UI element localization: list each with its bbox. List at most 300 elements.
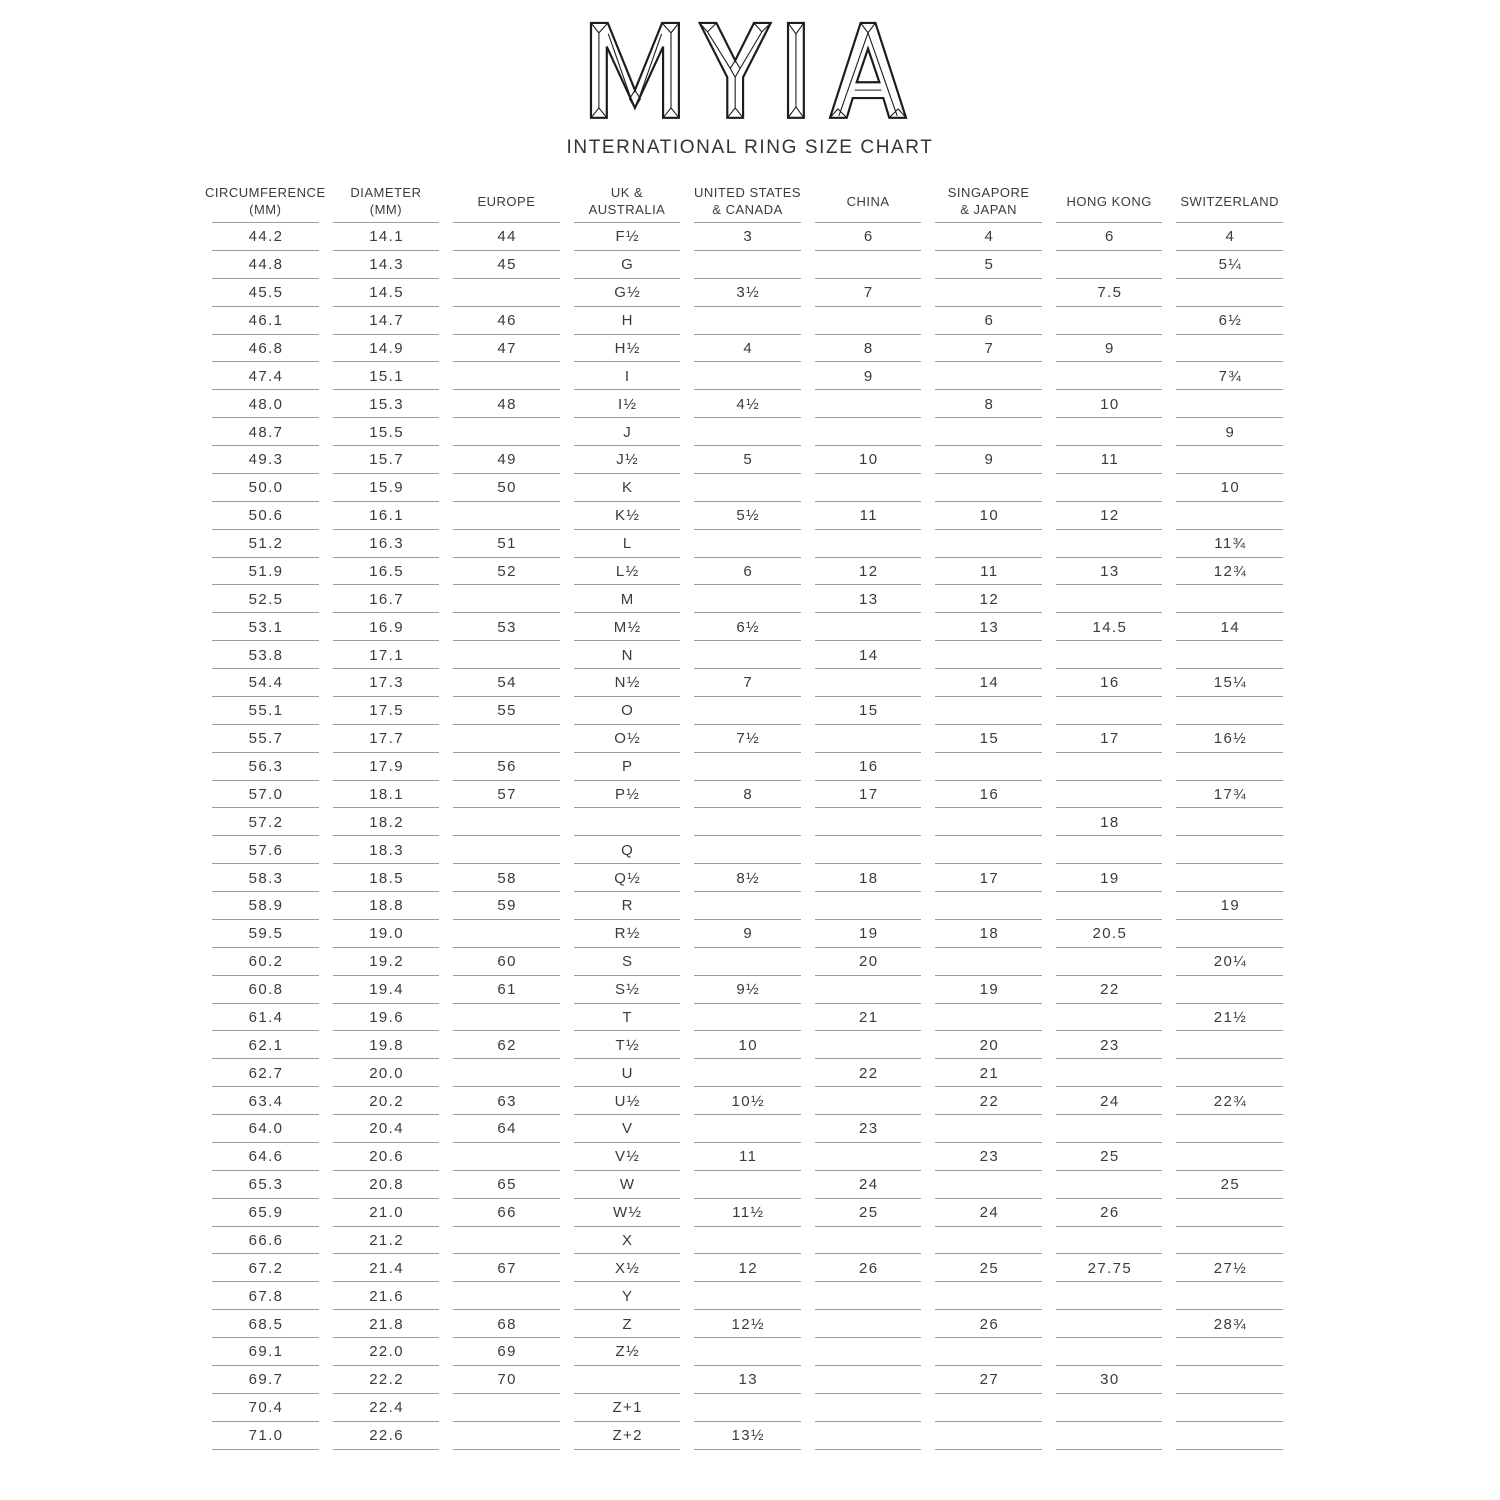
cell-hong_kong <box>1049 585 1170 613</box>
cell-europe <box>446 1227 567 1255</box>
cell-us_canada: 12 <box>687 1254 808 1282</box>
cell-diameter_mm: 19.6 <box>326 1004 447 1032</box>
cell-uk_australia: X <box>567 1227 688 1255</box>
cell-europe: 59 <box>446 892 567 920</box>
cell-hong_kong: 27.75 <box>1049 1254 1170 1282</box>
cell-us_canada: 9½ <box>687 976 808 1004</box>
logo-letter-y <box>700 23 771 118</box>
cell-europe <box>446 362 567 390</box>
cell-uk_australia: L <box>567 530 688 558</box>
cell-uk_australia: Z <box>567 1310 688 1338</box>
cell-switzerland: 22¾ <box>1169 1087 1290 1115</box>
cell-diameter_mm: 20.2 <box>326 1087 447 1115</box>
cell-diameter_mm: 14.7 <box>326 307 447 335</box>
column-header-line: & JAPAN <box>960 202 1017 217</box>
cell-hong_kong: 20.5 <box>1049 920 1170 948</box>
cell-circumference_mm: 70.4 <box>205 1394 326 1422</box>
cell-diameter_mm: 15.3 <box>326 390 447 418</box>
cell-hong_kong: 13 <box>1049 558 1170 586</box>
column-header-line: DIAMETER <box>350 185 422 201</box>
cell-uk_australia: F½ <box>567 223 688 251</box>
cell-circumference_mm: 57.6 <box>205 836 326 864</box>
cell-hong_kong: 6 <box>1049 223 1170 251</box>
cell-switzerland <box>1169 1422 1290 1450</box>
cell-china <box>808 1031 929 1059</box>
cell-europe: 57 <box>446 781 567 809</box>
cell-uk_australia: U <box>567 1059 688 1087</box>
cell-switzerland <box>1169 641 1290 669</box>
cell-europe <box>446 836 567 864</box>
cell-europe <box>446 1059 567 1087</box>
cell-switzerland <box>1169 1115 1290 1143</box>
cell-singapore_japan <box>928 530 1049 558</box>
cell-europe <box>446 808 567 836</box>
cell-us_canada <box>687 836 808 864</box>
cell-us_canada: 5½ <box>687 502 808 530</box>
cell-china: 17 <box>808 781 929 809</box>
cell-us_canada <box>687 362 808 390</box>
cell-uk_australia: S <box>567 948 688 976</box>
cell-europe: 53 <box>446 613 567 641</box>
cell-switzerland <box>1169 1227 1290 1255</box>
cell-diameter_mm: 21.4 <box>326 1254 447 1282</box>
cell-uk_australia: R½ <box>567 920 688 948</box>
cell-switzerland <box>1169 808 1290 836</box>
cell-hong_kong <box>1049 1004 1170 1032</box>
cell-hong_kong <box>1049 697 1170 725</box>
cell-us_canada: 11 <box>687 1143 808 1171</box>
cell-circumference_mm: 49.3 <box>205 446 326 474</box>
cell-europe: 60 <box>446 948 567 976</box>
cell-hong_kong <box>1049 892 1170 920</box>
cell-singapore_japan: 25 <box>928 1254 1049 1282</box>
cell-us_canada <box>687 1338 808 1366</box>
cell-diameter_mm: 15.9 <box>326 474 447 502</box>
cell-diameter_mm: 15.5 <box>326 418 447 446</box>
cell-us_canada <box>687 530 808 558</box>
cell-hong_kong <box>1049 948 1170 976</box>
cell-europe <box>446 585 567 613</box>
cell-uk_australia: Z½ <box>567 1338 688 1366</box>
cell-us_canada: 8½ <box>687 864 808 892</box>
cell-switzerland: 17¾ <box>1169 781 1290 809</box>
cell-hong_kong: 17 <box>1049 725 1170 753</box>
column-header-china <box>808 181 929 223</box>
cell-hong_kong <box>1049 1422 1170 1450</box>
cell-us_canada: 11½ <box>687 1199 808 1227</box>
cell-singapore_japan <box>928 1227 1049 1255</box>
cell-uk_australia: L½ <box>567 558 688 586</box>
cell-diameter_mm: 14.3 <box>326 251 447 279</box>
cell-china <box>808 530 929 558</box>
cell-europe: 52 <box>446 558 567 586</box>
cell-singapore_japan <box>928 279 1049 307</box>
cell-singapore_japan <box>928 1171 1049 1199</box>
column-header-hong_kong <box>1049 181 1170 223</box>
cell-europe: 46 <box>446 307 567 335</box>
cell-us_canada <box>687 1115 808 1143</box>
cell-diameter_mm: 22.4 <box>326 1394 447 1422</box>
cell-china: 21 <box>808 1004 929 1032</box>
column-header-europe <box>446 181 567 223</box>
cell-china <box>808 418 929 446</box>
cell-hong_kong: 9 <box>1049 335 1170 363</box>
cell-singapore_japan <box>928 1115 1049 1143</box>
cell-europe: 45 <box>446 251 567 279</box>
column-header-diameter_mm <box>326 181 447 223</box>
cell-us_canada <box>687 1004 808 1032</box>
cell-us_canada: 13 <box>687 1366 808 1394</box>
cell-diameter_mm: 16.5 <box>326 558 447 586</box>
cell-switzerland: 20¼ <box>1169 948 1290 976</box>
cell-switzerland <box>1169 753 1290 781</box>
cell-circumference_mm: 48.0 <box>205 390 326 418</box>
cell-circumference_mm: 44.2 <box>205 223 326 251</box>
cell-circumference_mm: 47.4 <box>205 362 326 390</box>
column-header-line: CHINA <box>846 193 890 209</box>
cell-hong_kong: 18 <box>1049 808 1170 836</box>
cell-europe <box>446 279 567 307</box>
column-header-line: UNITED STATES <box>693 185 802 201</box>
cell-uk_australia: S½ <box>567 976 688 1004</box>
cell-uk_australia: V <box>567 1115 688 1143</box>
cell-uk_australia: R <box>567 892 688 920</box>
cell-hong_kong: 10 <box>1049 390 1170 418</box>
cell-us_canada <box>687 641 808 669</box>
cell-circumference_mm: 48.7 <box>205 418 326 446</box>
cell-hong_kong <box>1049 1227 1170 1255</box>
cell-us_canada <box>687 1171 808 1199</box>
cell-diameter_mm: 14.5 <box>326 279 447 307</box>
myia-logo-svg <box>589 21 911 120</box>
cell-europe <box>446 418 567 446</box>
cell-uk_australia: Q½ <box>567 864 688 892</box>
cell-us_canada: 3½ <box>687 279 808 307</box>
cell-singapore_japan: 15 <box>928 725 1049 753</box>
cell-china <box>808 251 929 279</box>
cell-singapore_japan: 13 <box>928 613 1049 641</box>
cell-china: 19 <box>808 920 929 948</box>
cell-uk_australia: H <box>567 307 688 335</box>
cell-us_canada: 7 <box>687 669 808 697</box>
cell-china: 12 <box>808 558 929 586</box>
cell-uk_australia <box>567 808 688 836</box>
cell-us_canada <box>687 251 808 279</box>
cell-europe: 55 <box>446 697 567 725</box>
cell-diameter_mm: 18.8 <box>326 892 447 920</box>
cell-hong_kong: 24 <box>1049 1087 1170 1115</box>
cell-singapore_japan: 19 <box>928 976 1049 1004</box>
cell-circumference_mm: 60.8 <box>205 976 326 1004</box>
cell-singapore_japan: 17 <box>928 864 1049 892</box>
cell-us_canada <box>687 1282 808 1310</box>
cell-circumference_mm: 65.3 <box>205 1171 326 1199</box>
cell-china <box>808 307 929 335</box>
cell-us_canada: 6½ <box>687 613 808 641</box>
cell-uk_australia: U½ <box>567 1087 688 1115</box>
cell-hong_kong: 30 <box>1049 1366 1170 1394</box>
cell-us_canada: 4½ <box>687 390 808 418</box>
cell-china <box>808 1310 929 1338</box>
cell-uk_australia: T½ <box>567 1031 688 1059</box>
cell-china <box>808 836 929 864</box>
column-header-line: HONG KONG <box>1066 193 1152 209</box>
cell-europe <box>446 725 567 753</box>
cell-diameter_mm: 20.0 <box>326 1059 447 1087</box>
cell-uk_australia: H½ <box>567 335 688 363</box>
cell-diameter_mm: 22.2 <box>326 1366 447 1394</box>
cell-singapore_japan <box>928 892 1049 920</box>
cell-singapore_japan: 6 <box>928 307 1049 335</box>
cell-hong_kong <box>1049 1338 1170 1366</box>
cell-us_canada <box>687 892 808 920</box>
cell-singapore_japan: 16 <box>928 781 1049 809</box>
cell-diameter_mm: 18.3 <box>326 836 447 864</box>
cell-uk_australia: K <box>567 474 688 502</box>
cell-china <box>808 1366 929 1394</box>
cell-uk_australia: M <box>567 585 688 613</box>
cell-diameter_mm: 14.9 <box>326 335 447 363</box>
cell-switzerland <box>1169 390 1290 418</box>
cell-hong_kong <box>1049 753 1170 781</box>
cell-us_canada <box>687 418 808 446</box>
cell-europe <box>446 1422 567 1450</box>
cell-china: 8 <box>808 335 929 363</box>
cell-china: 16 <box>808 753 929 781</box>
cell-circumference_mm: 67.2 <box>205 1254 326 1282</box>
cell-switzerland <box>1169 976 1290 1004</box>
cell-diameter_mm: 19.8 <box>326 1031 447 1059</box>
cell-us_canada <box>687 474 808 502</box>
cell-uk_australia: Z+2 <box>567 1422 688 1450</box>
cell-china <box>808 892 929 920</box>
cell-us_canada: 4 <box>687 335 808 363</box>
cell-switzerland <box>1169 279 1290 307</box>
cell-singapore_japan <box>928 1422 1049 1450</box>
cell-us_canada: 8 <box>687 781 808 809</box>
cell-hong_kong <box>1049 474 1170 502</box>
cell-hong_kong <box>1049 1282 1170 1310</box>
cell-hong_kong: 23 <box>1049 1031 1170 1059</box>
cell-singapore_japan: 5 <box>928 251 1049 279</box>
cell-switzerland <box>1169 1199 1290 1227</box>
cell-hong_kong <box>1049 1059 1170 1087</box>
cell-switzerland: 6½ <box>1169 307 1290 335</box>
cell-uk_australia: J½ <box>567 446 688 474</box>
cell-hong_kong <box>1049 362 1170 390</box>
cell-hong_kong: 22 <box>1049 976 1170 1004</box>
cell-diameter_mm: 17.1 <box>326 641 447 669</box>
column-header-line: UK & <box>610 185 644 201</box>
cell-diameter_mm: 21.0 <box>326 1199 447 1227</box>
cell-us_canada: 12½ <box>687 1310 808 1338</box>
cell-diameter_mm: 19.4 <box>326 976 447 1004</box>
cell-us_canada <box>687 753 808 781</box>
column-header-line: & CANADA <box>712 202 783 217</box>
cell-china: 9 <box>808 362 929 390</box>
cell-hong_kong: 26 <box>1049 1199 1170 1227</box>
column-header-line: SWITZERLAND <box>1180 193 1280 209</box>
cell-circumference_mm: 51.2 <box>205 530 326 558</box>
cell-diameter_mm: 21.8 <box>326 1310 447 1338</box>
cell-uk_australia: W <box>567 1171 688 1199</box>
cell-diameter_mm: 19.0 <box>326 920 447 948</box>
cell-circumference_mm: 53.1 <box>205 613 326 641</box>
cell-us_canada <box>687 1227 808 1255</box>
cell-circumference_mm: 64.0 <box>205 1115 326 1143</box>
cell-us_canada <box>687 307 808 335</box>
cell-switzerland <box>1169 1366 1290 1394</box>
cell-circumference_mm: 62.7 <box>205 1059 326 1087</box>
cell-europe: 50 <box>446 474 567 502</box>
cell-circumference_mm: 52.5 <box>205 585 326 613</box>
cell-switzerland <box>1169 335 1290 363</box>
cell-circumference_mm: 45.5 <box>205 279 326 307</box>
cell-diameter_mm: 14.1 <box>326 223 447 251</box>
cell-china: 11 <box>808 502 929 530</box>
cell-uk_australia: O½ <box>567 725 688 753</box>
myia-logo <box>589 21 911 120</box>
cell-china <box>808 808 929 836</box>
cell-switzerland: 15¼ <box>1169 669 1290 697</box>
cell-hong_kong <box>1049 251 1170 279</box>
cell-singapore_japan: 24 <box>928 1199 1049 1227</box>
cell-us_canada <box>687 948 808 976</box>
cell-diameter_mm: 16.3 <box>326 530 447 558</box>
cell-uk_australia: O <box>567 697 688 725</box>
cell-switzerland: 5¼ <box>1169 251 1290 279</box>
cell-us_canada: 3 <box>687 223 808 251</box>
cell-hong_kong: 19 <box>1049 864 1170 892</box>
cell-diameter_mm: 17.5 <box>326 697 447 725</box>
cell-uk_australia: G½ <box>567 279 688 307</box>
cell-us_canada: 6 <box>687 558 808 586</box>
cell-diameter_mm: 16.7 <box>326 585 447 613</box>
cell-us_canada <box>687 808 808 836</box>
cell-china <box>808 1282 929 1310</box>
cell-switzerland: 28¾ <box>1169 1310 1290 1338</box>
cell-singapore_japan <box>928 418 1049 446</box>
cell-diameter_mm: 16.1 <box>326 502 447 530</box>
cell-europe <box>446 920 567 948</box>
cell-circumference_mm: 50.6 <box>205 502 326 530</box>
cell-diameter_mm: 22.0 <box>326 1338 447 1366</box>
cell-singapore_japan <box>928 1394 1049 1422</box>
cell-singapore_japan <box>928 753 1049 781</box>
cell-europe: 70 <box>446 1366 567 1394</box>
cell-europe: 67 <box>446 1254 567 1282</box>
cell-china: 23 <box>808 1115 929 1143</box>
cell-circumference_mm: 59.5 <box>205 920 326 948</box>
cell-china <box>808 1394 929 1422</box>
cell-circumference_mm: 61.4 <box>205 1004 326 1032</box>
cell-uk_australia: I½ <box>567 390 688 418</box>
cell-uk_australia: N½ <box>567 669 688 697</box>
cell-singapore_japan: 10 <box>928 502 1049 530</box>
cell-china <box>808 976 929 1004</box>
column-header-line: CIRCUMFERENCE <box>205 185 326 201</box>
cell-us_canada: 9 <box>687 920 808 948</box>
column-header-line: SINGAPORE <box>947 185 1030 201</box>
cell-china <box>808 613 929 641</box>
cell-switzerland <box>1169 697 1290 725</box>
cell-china <box>808 1087 929 1115</box>
cell-europe: 47 <box>446 335 567 363</box>
cell-us_canada: 13½ <box>687 1422 808 1450</box>
cell-switzerland: 25 <box>1169 1171 1290 1199</box>
cell-circumference_mm: 68.5 <box>205 1310 326 1338</box>
cell-singapore_japan <box>928 1282 1049 1310</box>
cell-switzerland <box>1169 864 1290 892</box>
cell-us_canada <box>687 585 808 613</box>
cell-uk_australia: T <box>567 1004 688 1032</box>
logo-letter-m <box>591 23 679 118</box>
cell-circumference_mm: 50.0 <box>205 474 326 502</box>
cell-singapore_japan <box>928 362 1049 390</box>
cell-diameter_mm: 20.6 <box>326 1143 447 1171</box>
cell-circumference_mm: 58.3 <box>205 864 326 892</box>
ring-size-table <box>205 181 1290 1450</box>
cell-circumference_mm: 66.6 <box>205 1227 326 1255</box>
column-header-line: EUROPE <box>477 193 536 209</box>
cell-china: 22 <box>808 1059 929 1087</box>
cell-uk_australia: J <box>567 418 688 446</box>
cell-singapore_japan: 11 <box>928 558 1049 586</box>
cell-diameter_mm: 17.3 <box>326 669 447 697</box>
cell-hong_kong: 14.5 <box>1049 613 1170 641</box>
cell-uk_australia: Z+1 <box>567 1394 688 1422</box>
cell-diameter_mm: 22.6 <box>326 1422 447 1450</box>
cell-circumference_mm: 58.9 <box>205 892 326 920</box>
cell-switzerland <box>1169 1282 1290 1310</box>
cell-singapore_japan: 26 <box>928 1310 1049 1338</box>
logo-letter-i <box>788 23 804 118</box>
cell-circumference_mm: 44.8 <box>205 251 326 279</box>
cell-us_canada: 10½ <box>687 1087 808 1115</box>
cell-hong_kong: 7.5 <box>1049 279 1170 307</box>
chart-title: INTERNATIONAL RING SIZE CHART <box>566 137 934 158</box>
cell-us_canada <box>687 697 808 725</box>
cell-singapore_japan <box>928 1338 1049 1366</box>
cell-diameter_mm: 21.2 <box>326 1227 447 1255</box>
cell-china <box>808 1143 929 1171</box>
cell-hong_kong: 12 <box>1049 502 1170 530</box>
cell-europe <box>446 1004 567 1032</box>
cell-diameter_mm: 21.6 <box>326 1282 447 1310</box>
cell-uk_australia: W½ <box>567 1199 688 1227</box>
cell-europe: 49 <box>446 446 567 474</box>
cell-diameter_mm: 18.5 <box>326 864 447 892</box>
cell-china: 20 <box>808 948 929 976</box>
column-header-uk_australia <box>567 181 688 223</box>
cell-circumference_mm: 54.4 <box>205 669 326 697</box>
cell-europe: 63 <box>446 1087 567 1115</box>
cell-singapore_japan: 18 <box>928 920 1049 948</box>
cell-switzerland: 11¾ <box>1169 530 1290 558</box>
cell-us_canada <box>687 1394 808 1422</box>
cell-switzerland: 9 <box>1169 418 1290 446</box>
cell-china: 18 <box>808 864 929 892</box>
cell-uk_australia: Q <box>567 836 688 864</box>
cell-circumference_mm: 57.0 <box>205 781 326 809</box>
cell-singapore_japan: 23 <box>928 1143 1049 1171</box>
cell-circumference_mm: 71.0 <box>205 1422 326 1450</box>
cell-singapore_japan: 8 <box>928 390 1049 418</box>
cell-singapore_japan: 7 <box>928 335 1049 363</box>
cell-switzerland: 7¾ <box>1169 362 1290 390</box>
cell-switzerland: 14 <box>1169 613 1290 641</box>
cell-circumference_mm: 64.6 <box>205 1143 326 1171</box>
